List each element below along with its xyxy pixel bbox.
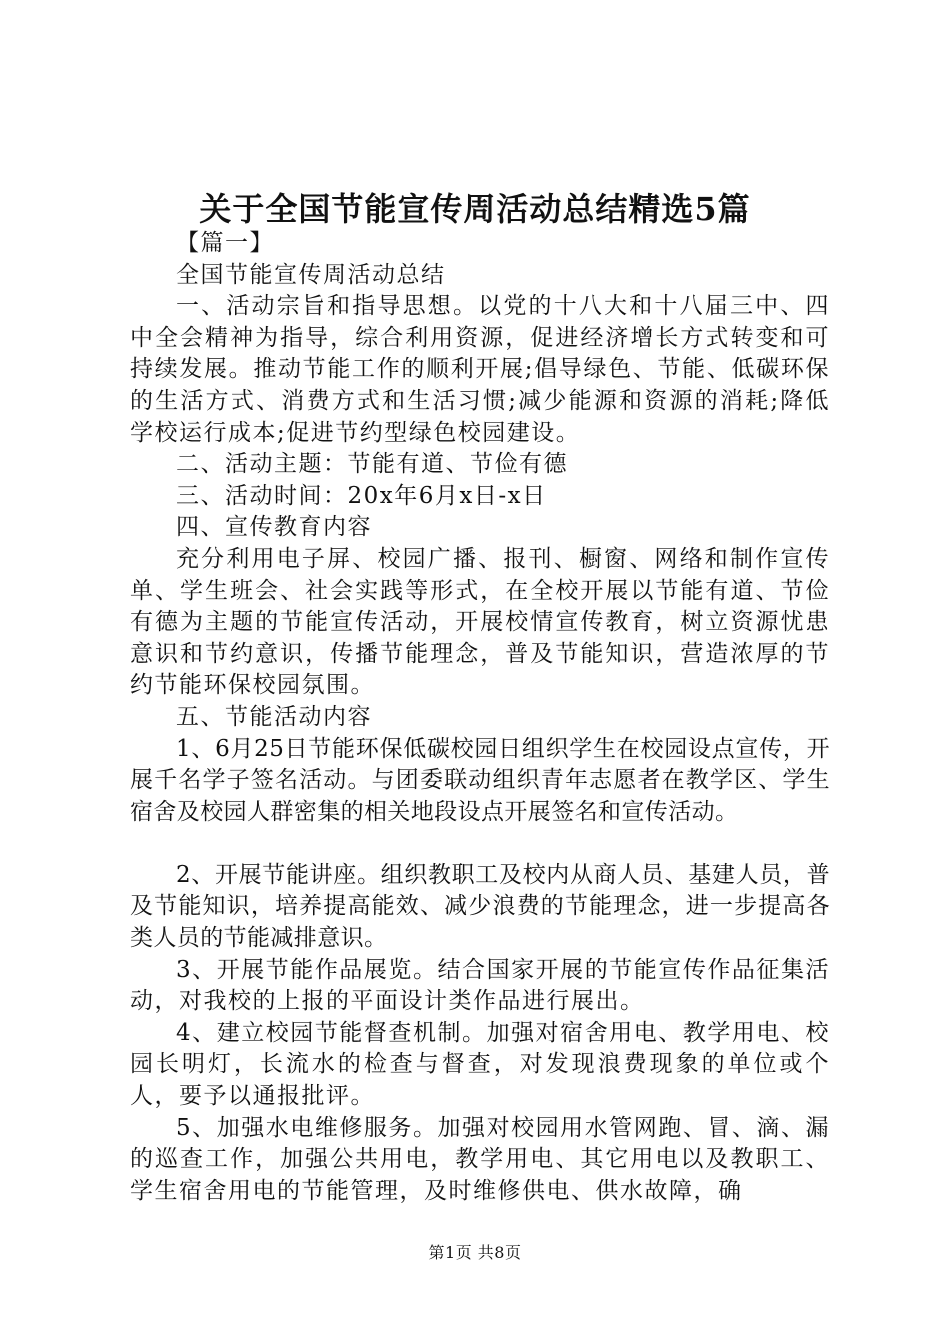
subtitle-paragraph: 全国节能宣传周活动总结 — [176, 261, 446, 288]
time-paragraph: 三、活动时间：20x年6月x日-x日 — [176, 482, 547, 509]
theme-paragraph: 二、活动主题：节能有道、节俭有德 — [176, 451, 568, 478]
activity-item-4: 4、建立校园节能督查机制。加强对宿舍用电、教学用电、校园长明灯，长流水的检查与督查，对发现浪费现象的单位或个人，要予以通报批评。 — [130, 1019, 830, 1110]
activity-item-5: 5、加强水电维修服务。加强对校园用水管网跑、冒、滴、漏的巡查工作，加强公共用电，教学用电、其它用电以及教职工、学生宿舍用电的节能管理，及时维修供电、供水故障，确 — [130, 1114, 830, 1204]
page-number: 第1页 共8页 — [428, 1243, 522, 1262]
paragraph-gap — [130, 828, 830, 860]
activity-item-2: 2、开展节能讲座。组织教职工及校内从商人员、基建人员，普及节能知识，培养提高能效、减少浪费的节能理念，进一步提高各类人员的节能减排意识。 — [130, 861, 830, 952]
document-body — [130, 228, 830, 1207]
activity-item-1: 1、6月25日节能环保低碳校园日组织学生在校园设点宣传，开展千名学子签名活动。与团委联动组织青年志愿者在教学区、学生宿舍及校园人群密集的相关地段设点开展签名和宣传活动。 — [130, 735, 830, 825]
document-title: 关于全国节能宣传周活动总结精选5篇 — [199, 190, 751, 228]
activity-item-3: 3、开展节能作品展览。结合国家开展的节能宣传作品征集活动，对我校的上报的平面设计类作品进行展出。 — [130, 956, 830, 1015]
section-heading: 【篇一】 — [176, 230, 274, 256]
purpose-paragraph: 一、活动宗旨和指导思想。以党的十八大和十八届三中、四中全会精神为指导，综合利用资源，促进经济增长方式转变和可持续发展。推动节能工作的顺利开展;倡导绿色、节能、低碳环保的生活方式、消费方式和生活习惯;减少能源和资源的消耗;降低学校运行成本;促进节约型绿色校园建设。 — [130, 293, 830, 446]
publicity-paragraph: 充分利用电子屏、校园广播、报刊、橱窗、网络和制作宣传单、学生班会、社会实践等形式，在全校开展以节能有道、节俭有德为主题的节能宣传活动，开展校情宣传教育，树立资源忧患意识和节约意识，传播节能理念，普及节能知识，营造浓厚的节约节能环保校园氛围。 — [130, 545, 830, 699]
publicity-heading: 四、宣传教育内容 — [176, 514, 372, 541]
activities-heading: 五、节能活动内容 — [176, 703, 372, 730]
